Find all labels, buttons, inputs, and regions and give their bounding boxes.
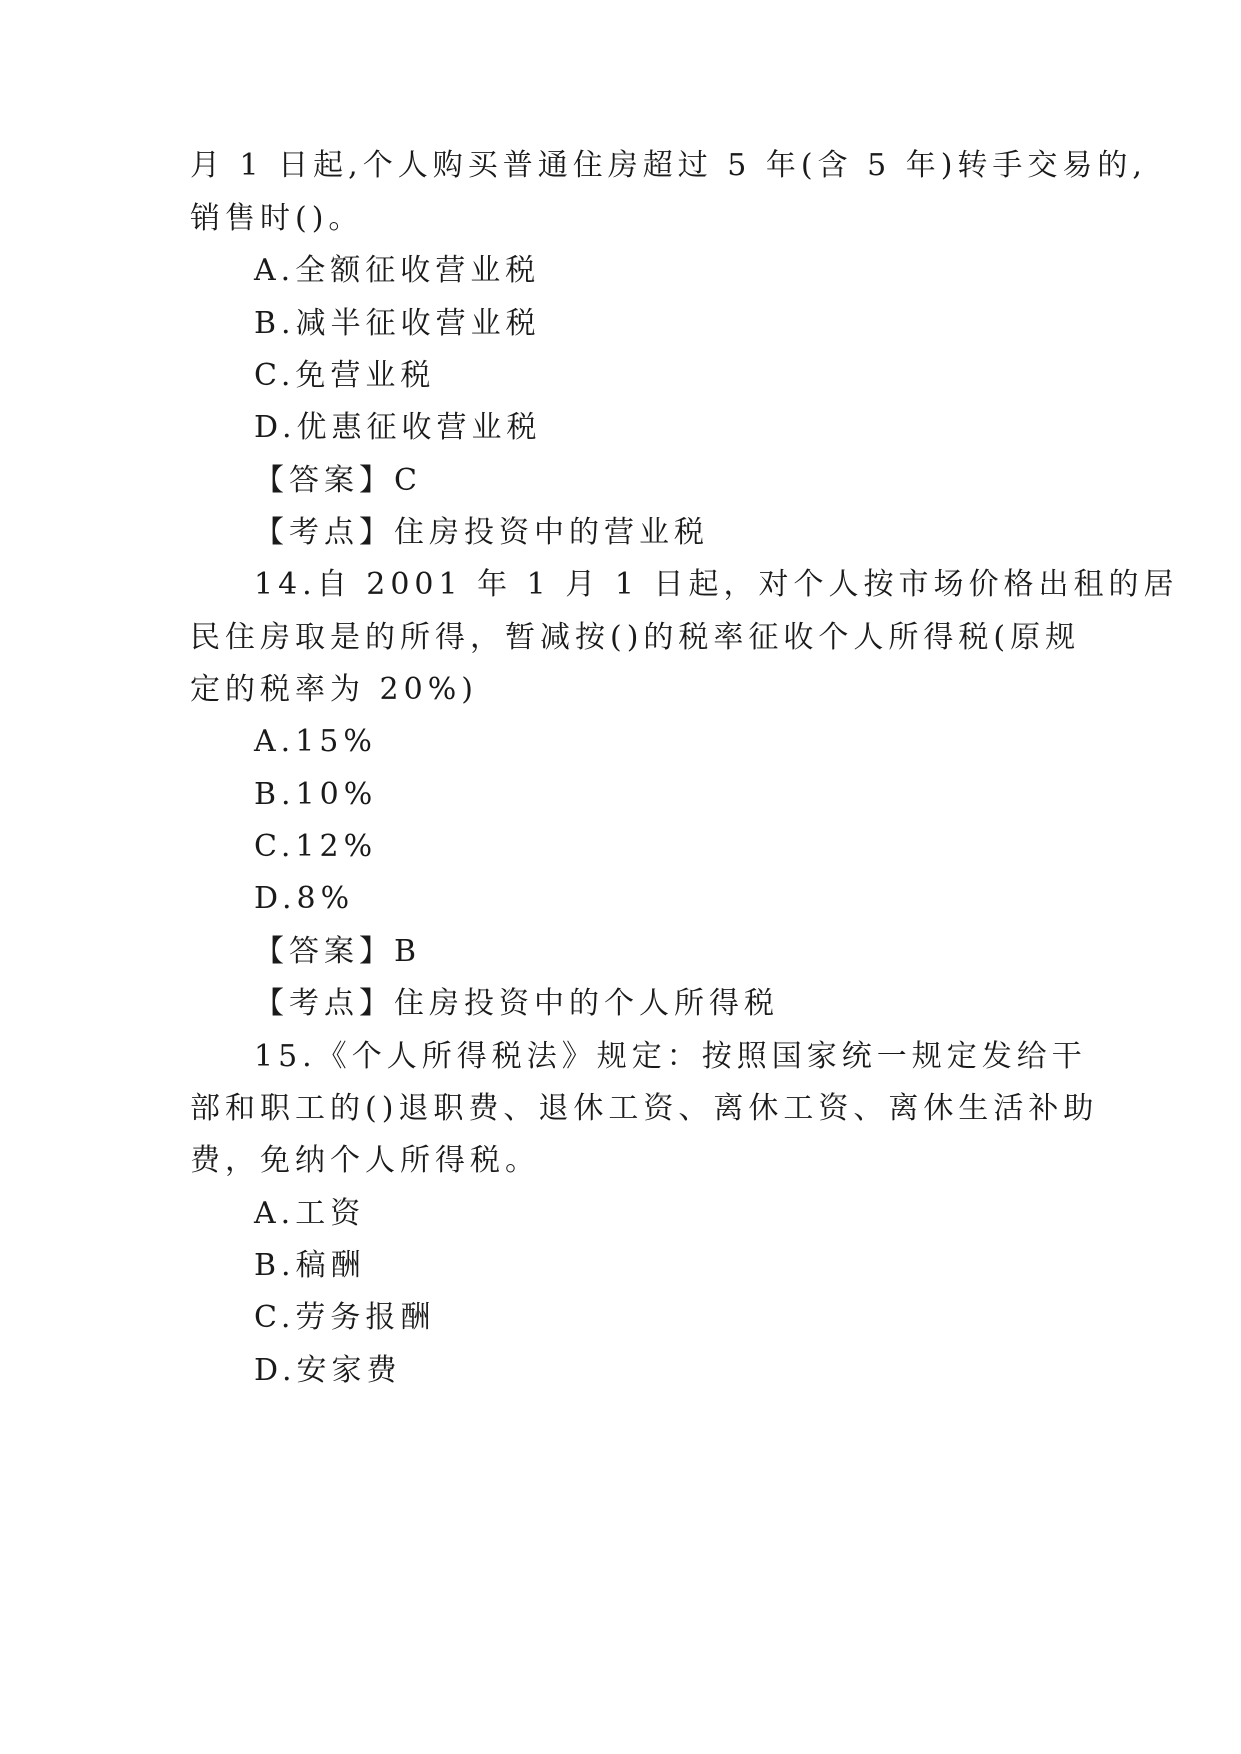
q15-stem-line-3: 费，免纳个人所得税。 <box>190 1143 540 1178</box>
q14-stem-line-3: 定的税率为 20%) <box>190 672 478 707</box>
q13-stem-line-1: 月 1 日起,个人购买普通住房超过 5 年(含 5 年)转手交易的, <box>190 148 1147 183</box>
q13-key-point: 【考点】住房投资中的营业税 <box>254 515 709 550</box>
q13-answer: 【答案】C <box>254 463 422 498</box>
q14-answer: 【答案】B <box>254 934 422 969</box>
q14-stem-line-1: 14.自 2001 年 1 月 1 日起，对个人按市场价格出租的居 <box>254 567 1179 602</box>
q15-option-b: B.稿酬 <box>254 1248 366 1283</box>
q14-stem-line-2: 民住房取是的所得，暂减按()的税率征收个人所得税(原规 <box>190 620 1081 655</box>
q13-stem-line-2: 销售时()。 <box>190 201 364 236</box>
q14-option-d: D.8% <box>254 881 355 916</box>
q15-option-a: A.工资 <box>254 1196 366 1231</box>
q15-option-d: D.安家费 <box>254 1353 402 1388</box>
q14-option-a: A.15% <box>254 724 377 759</box>
q14-option-c: C.12% <box>254 829 378 864</box>
q14-option-b: B.10% <box>254 777 378 812</box>
q15-stem-line-2: 部和职工的()退职费、退休工资、离休工资、离休生活补助 <box>190 1091 1099 1126</box>
q13-option-d: D.优惠征收营业税 <box>254 410 542 445</box>
q13-option-b: B.减半征收营业税 <box>254 306 541 341</box>
q14-key-point: 【考点】住房投资中的个人所得税 <box>254 986 779 1021</box>
q13-option-a: A.全额征收营业税 <box>254 253 541 288</box>
q13-option-c: C.免营业税 <box>254 358 436 393</box>
q15-option-c: C.劳务报酬 <box>254 1300 436 1335</box>
q15-stem-line-1: 15.《个人所得税法》规定：按照国家统一规定发给干 <box>254 1039 1087 1074</box>
